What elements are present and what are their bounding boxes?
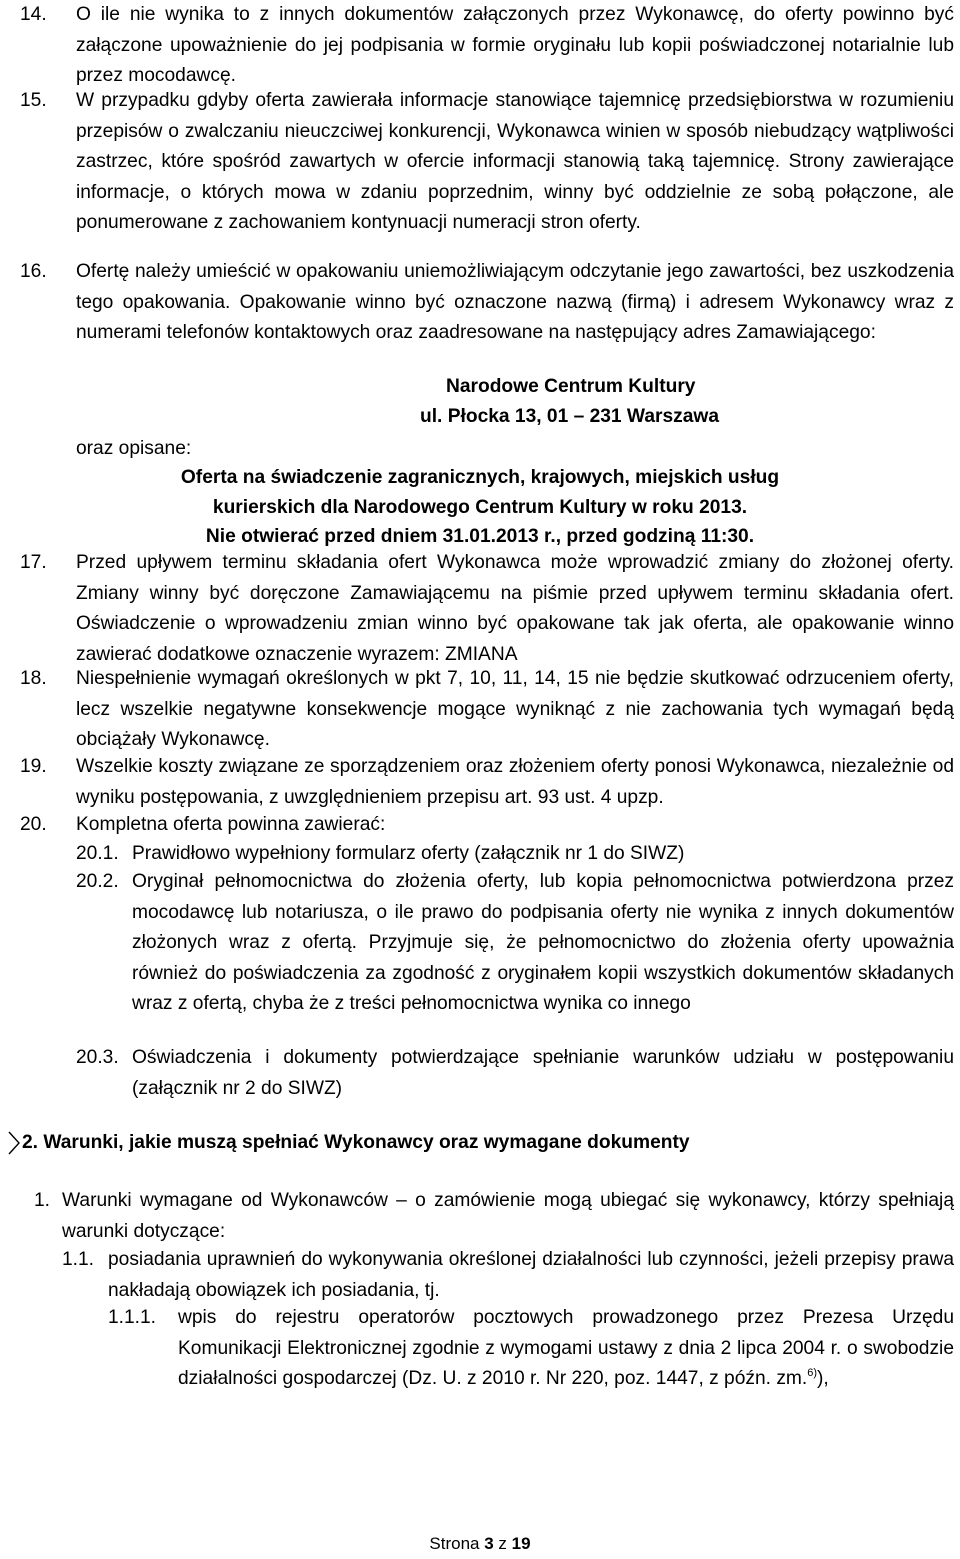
item-18-number: 18. xyxy=(20,668,47,689)
address-street: ul. Płocka 13, 01 – 231 Warszawa xyxy=(420,406,719,427)
described-label: oraz opisane: xyxy=(76,438,192,459)
item-20-text: Kompletna oferta powinna zawierać: xyxy=(76,814,386,835)
footnote-marker: 6) xyxy=(807,1367,818,1380)
item-20-3-number: 20.3. xyxy=(76,1047,119,1068)
heading-arrow-icon xyxy=(8,1131,20,1155)
page-footer xyxy=(0,1533,960,1555)
envelope-label-line-1: Oferta na świadczenie zagranicznych, krajowych, miejskich usług xyxy=(180,467,780,488)
section-2-heading: 2. Warunki, jakie muszą spełniać Wykonawcy oraz wymagane dokumenty xyxy=(22,1132,690,1153)
envelope-label-line-3: Nie otwierać przed dniem 31.01.2013 r., przed godziną 11:30. xyxy=(205,526,755,547)
address-name: Narodowe Centrum Kultury xyxy=(446,376,696,397)
footer-current-page: 3 xyxy=(484,1534,494,1553)
item-20-number: 20. xyxy=(20,814,47,835)
item-19-text: Wszelkie koszty związane ze sporządzeniem oraz złożeniem oferty ponosi Wykonawca, niezależnie od wyniku postępowania, z uwzględnieniem przepisu art. 93 ust. 4 upzp. xyxy=(76,756,954,808)
item-16-text: Ofertę należy umieścić w opakowaniu uniemożliwiającym odczytanie jego zawartości, bez uszkodzenia tego opakowania. Opakowanie winno być oznaczone nazwą (firmą) i adresem Wykonawcy wraz z numerami telefonów kontaktowych oraz zaadresowane na następujący adres Zamawiającego: xyxy=(76,261,954,344)
section-2-item-1-1-1-tail: ), xyxy=(817,1368,829,1390)
footer-total-pages: 19 xyxy=(511,1534,531,1553)
section-2-item-1-1-1-number: 1.1.1. xyxy=(108,1307,157,1328)
section-2-item-1-text: Warunki wymagane od Wykonawców – o zamówienie mogą ubiegać się wykonawcy, którzy spełniają warunki dotyczące: xyxy=(62,1190,954,1242)
item-16-number: 16. xyxy=(20,261,47,282)
item-14-text: O ile nie wynika to z innych dokumentów załączonych przez Wykonawcę, do oferty powinno być załączone upoważnienie do jej podpisania w formie oryginału lub kopii poświadczonej notarialnie lub przez mocodawcę. xyxy=(76,4,954,87)
section-2-item-1-1-1-text: wpis do rejestru operatorów pocztowych prowadzonego przez Prezesa Urzędu Komunikacji Elektronicznej zgodnie z wymogami ustawy z dnia 2 lipca 2004 r. o swobodzie działalności gospodarczej (Dz. U. z 2010 r. Nr 220, poz. 1447, z późn. zm. xyxy=(178,1307,954,1390)
item-14-number: 14. xyxy=(20,4,47,25)
section-2-item-1-1-number: 1.1. xyxy=(62,1249,95,1270)
item-15-number: 15. xyxy=(20,90,47,111)
item-20-1-text: Prawidłowo wypełniony formularz oferty (załącznik nr 1 do SIWZ) xyxy=(132,843,685,864)
footer-prefix: Strona xyxy=(429,1534,485,1553)
item-19-number: 19. xyxy=(20,756,47,777)
item-17-text: Przed upływem terminu składania ofert Wykonawca może wprowadzić zmiany do złożonej oferty. Zmiany winny być doręczone Zamawiającemu na piśmie przed upływem terminu składania ofert. Oświadczenie o wprowadzeniu zmian winno być opakowane tak jak oferta, ale opakowanie winno zawierać dodatkowe oznaczenie wyrazem: ZMIANA xyxy=(76,552,954,665)
item-20-3-text: Oświadczenia i dokumenty potwierdzające spełnianie warunków udziału w postępowaniu (załącznik nr 2 do SIWZ) xyxy=(132,1047,954,1099)
item-20-1-number: 20.1. xyxy=(76,843,119,864)
item-20-2-text: Oryginał pełnomocnictwa do złożenia oferty, lub kopia pełnomocnictwa potwierdzona przez mocodawcę lub notariusza, o ile prawo do podpisania oferty nie wynika z innych dokumentów złożonych wraz z ofertą. Przyjmuje się, że pełnomocnictwo do złożenia oferty upoważnia również do poświadczenia za zgodność z oryginałem kopii wszystkich dokumentów składanych wraz z ofertą, chyba że z treści pełnomocnictwa wynika co innego xyxy=(132,871,954,1015)
item-15-text: W przypadku gdyby oferta zawierała informacje stanowiące tajemnicę przedsiębiorstwa w rozumieniu przepisów o zwalczaniu nieuczciwej konkurencji, Wykonawca winien w sposób niebudzący wątpliwości zastrzec, które spośród zawartych w ofercie informacji stanowią taką tajemnicę. Strony zawierające informacje, o których mowa w zdaniu poprzednim, winny być oddzielnie ze sobą połączone, ale ponumerowane z zachowaniem kontynuacji numeracji stron oferty. xyxy=(76,90,954,234)
envelope-label-line-2: kurierskich dla Narodowego Centrum Kultury w roku 2013. xyxy=(212,497,748,518)
item-18-text: Niespełnienie wymagań określonych w pkt 7, 10, 11, 14, 15 nie będzie skutkować odrzuceniem oferty, lecz wszelkie negatywne konsekwencje mogące wyniknąć z nie zachowania tych wymagań będą obciążały Wykonawcę. xyxy=(76,668,954,751)
section-2-item-1-1-text: posiadania uprawnień do wykonywania określonej działalności lub czynności, jeżeli przepisy prawa nakładają obowiązek ich posiadania, tj. xyxy=(108,1249,954,1301)
section-2-item-1-1-1 xyxy=(178,1303,954,1395)
item-20-2-number: 20.2. xyxy=(76,871,119,892)
section-2-item-1-number: 1. xyxy=(34,1190,51,1211)
footer-middle: z xyxy=(493,1534,512,1553)
item-17-number: 17. xyxy=(20,552,47,573)
